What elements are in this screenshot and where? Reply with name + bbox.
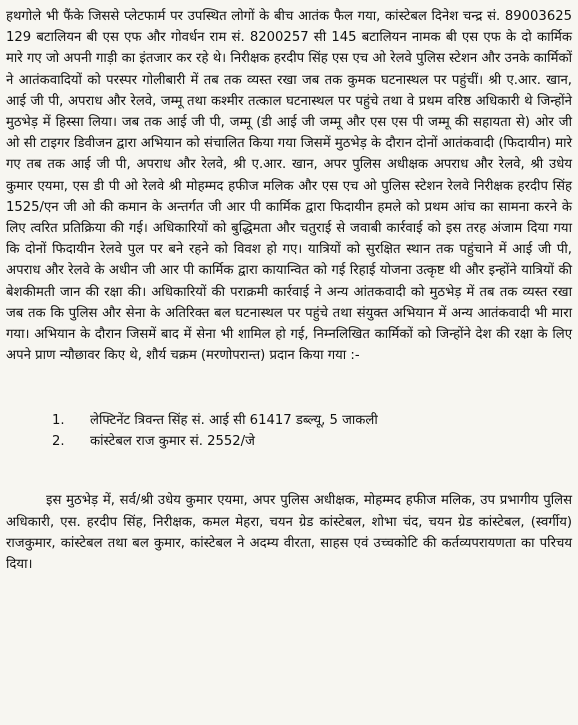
paragraph-incident-account: हथगोले भी फैंके जिससे प्लेटफार्म पर उपस्थित लोगों के बीच आतंक फैल गया, कांस्टेबल दिनेश चन्द्र सं. 89003625 129 बटालियन बी एस एफ और गोवर्धन राम सं. 8200257 सी 145 बटालियन नामक बी एस एफ के दो कार्मिक मारे गए जो अपनी गाड़ी का इंतजार कर रहे थे। निरीक्षक हरदीप सिंह एस एच ओ रेलवे पुलिस स्टेशन और उनके कार्मिकों ने आतंकवादियों को परस्पर गोलीबारी में तब तक व्यस्त रखा जब तक कुमक घटनास्थल पर पहुंचीं। श्री ए.आर. खान, आई जी पी, अपराध और रेलवे, जम्मू तथा कश्मीर तत्काल घटनास्थल पर पहुंचे तथा वे प्रथम वरिष्ठ अधिकारी थे जिन्होंने मुठभेड़ में हिस्सा लिया। जब तक आई जी पी, जम्मू (डी आई जी जम्मू और एस एस पी जम्मू की सहायता से) ओर जी ओ सी टाइगर डिवीजन द्वारा अभियान को संचालित किया गया जिसमें मुठभेड़ के दौरान दोनों आतंकवादी (फिदायीन) मारे गए तब तक आई जी पी, अपराध और रेलवे, श्री ए.आर. खान, अपर पुलिस अधीक्षक अपराध और रेलवे, श्री उधेय कुमार एयमा, एस डी पी ओ रेलवे श्री मोहम्मद हफीज मलिक और एस एच ओ पुलिस स्टेशन रेलवे निरीक्षक हरदीप सिंह 1525/एन जी ओ की कमान के अन्तर्गत जी आर पी कार्मिक द्वारा फिदायीन हमले को प्रथम आंच का सामना करने के लिए त्वरित प्रतिक्रिया की गई। अधिकारियों को बुद्धिमता और चतुराई से जवाबी कार्रवाई को इस तरह अंजाम दिया गया कि दोनों फिदायीन रेलवे पुल पर बने रहने को विवश हो गए। यात्रियों को सुरक्षित स्थान तक पहुंचाने में आई जी पी, अपराध और रेलवे के अधीन जी आर पी कार्मिक द्वारा कायान्वित को गई रिहाई योजना उत्कृष्ट थी और इन्होंने यात्रियों की बेशकीमती जान की रक्षा की। अधिकारियों की पराक्रमी कार्रवाई ने अन्य आंतकवादी को मुठभेड़ में तब तक व्यस्त रखा जब तक कि पुलिस और सेना के अतिरिक्त बल घटनास्थल पर पहुंचे तथा संयुक्त अभियान में अन्य आतंकवादी भी मारा गया। अभियान के दौरान जिसमें बाद में सेना भी शामिल हो गई, निम्नलिखित कार्मिकों को जिन्होंने देश की रक्षा के लिए अपने प्राण न्यौछावर किए थे, शौर्य चक्रम (मरणोपरान्त) प्रदान किया गया :-	[6, 9, 572, 364]
list-item-number: 1.	[52, 413, 65, 429]
list-item-number: 2.	[52, 434, 65, 450]
list-item	[6, 410, 572, 431]
list-item-text: कांस्टेबल राज कुमार सं. 2552/जे	[90, 434, 255, 450]
list-item-text: लेफ्टिनेंट त्रिवन्त सिंह सं. आई सी 61417 डब्ल्यू, 5 जाकली	[90, 413, 378, 429]
awardee-list	[6, 410, 572, 452]
paragraph-gallantry-citation: इस मुठभेड़ में, सर्व/श्री उधेय कुमार एयमा, अपर पुलिस अधीक्षक, मोहम्मद हफीज मलिक, उप प्रभागीय पुलिस अधिकारी, एस. हरदीप सिंह, निरीक्षक, कमल मेहरा, चयन ग्रेड कांस्टेबल, शोभा चंद, चयन ग्रेड कांस्टेबल, (स्वर्गीय) राजकुमार, कांस्टेबल तथा बल कुमार, कांस्टेबल ने अदम्य वीरता, साहस एवं उच्चकोटि की कर्तव्यपरायणता का परिचय दिया।	[6, 493, 572, 573]
list-item	[6, 431, 572, 452]
